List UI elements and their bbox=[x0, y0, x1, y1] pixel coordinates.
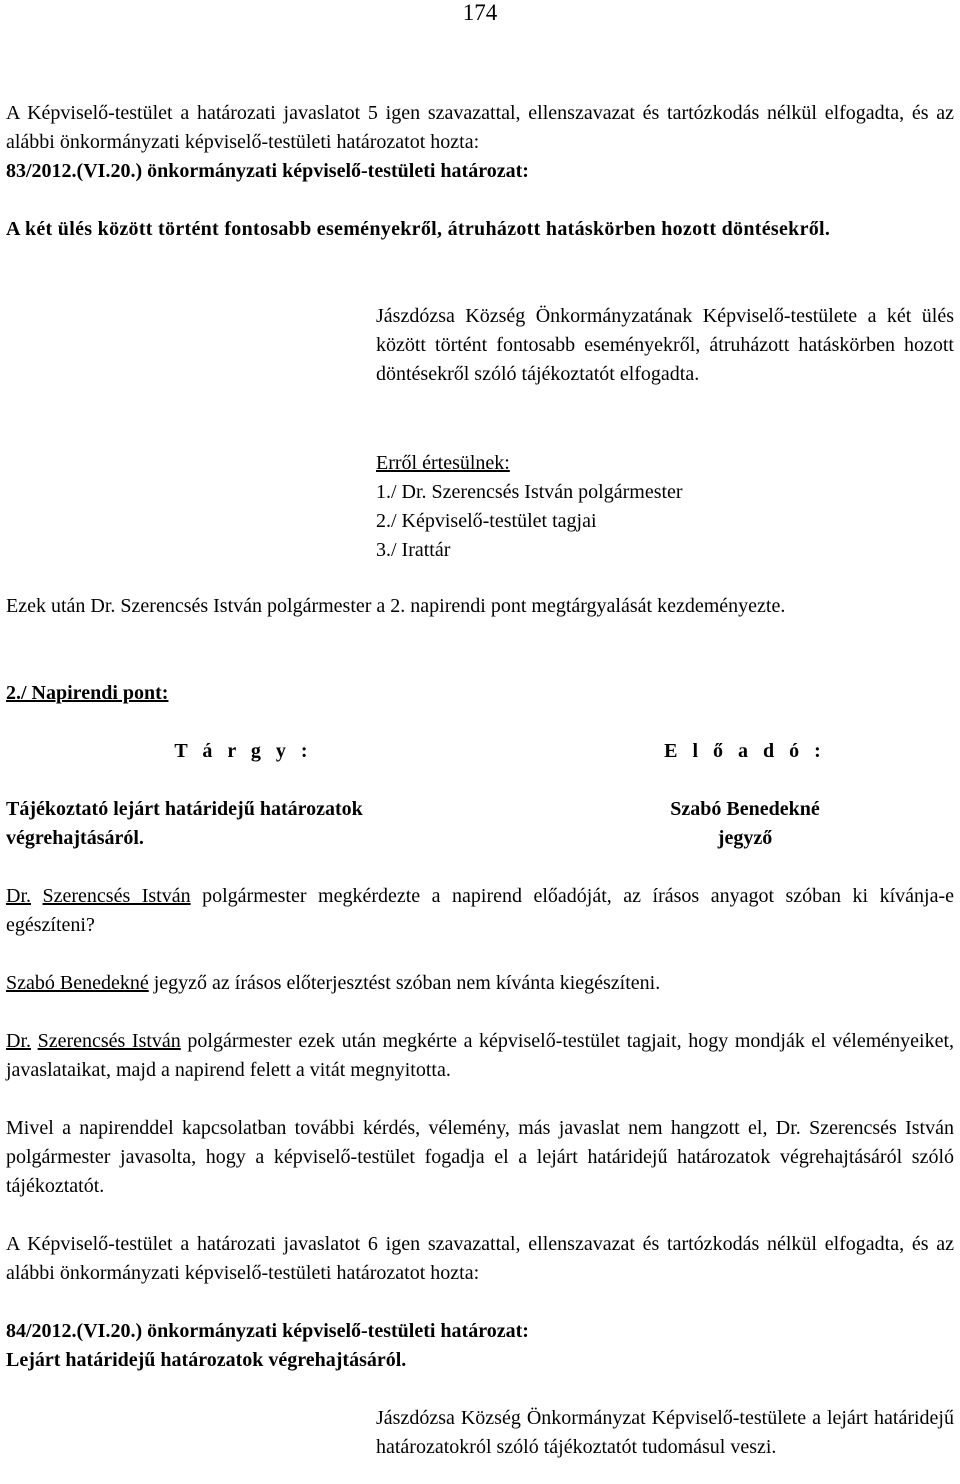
mayor-question-paragraph: Dr. Szerencsés István polgármester megkérdezte a napirend előadóját, az írásos anyagot szóban ki kívánja-e egészíteni? bbox=[6, 885, 954, 936]
debate-paragraph: Dr. Szerencsés István polgármester ezek után megkérte a képviselő-testület tagjait, hogy mondják el véleményeiket, javaslataikat, majd a napirend felett a vitát megnyitotta. bbox=[6, 1030, 955, 1081]
vote-paragraph-1: A Képviselő-testület a határozati javaslatot 5 igen szavazattal, ellenszavazat és tartózkodás nélkül elfogadta, és az alábbi önkormányzati képviselő-testületi határozatot hozta: bbox=[6, 102, 954, 153]
presenter-label: E l ő a d ó : bbox=[664, 740, 826, 762]
presenter-name: Szabó Benedekné bbox=[670, 798, 820, 820]
notify-item-2: 2./ Képviselő-testület tagjai bbox=[376, 510, 597, 532]
agenda-intro-paragraph: Ezek után Dr. Szerencsés István polgármester a 2. napirendi pont megtárgyalását kezdeményezte. bbox=[6, 595, 786, 617]
notify-item-3: 3./ Irattár bbox=[376, 539, 451, 561]
proposal-paragraph: Mivel a napirenddel kapcsolatban további kérdés, vélemény, más javaslat nem hangzott el, Dr. Szerencsés István polgármester javasolta, hogy a képviselő-testület fogadja el a lejárt határidejű határozatok végrehajtásáról szóló tájékoztatót. bbox=[6, 1117, 954, 1197]
page-number: 174 bbox=[462, 0, 498, 25]
resolution-84-body: Jászdózsa Község Önkormányzat Képviselő-testülete a lejárt határidejű határozatokról szóló tájékoztatót tudomásul veszi. bbox=[376, 1407, 954, 1458]
vote-paragraph-2: A Képviselő-testület a határozati javaslatot 6 igen szavazattal, ellenszavazat és tartózkodás nélkül elfogadta, és az alábbi önkormányzati képviselő-testületi határozatot hozta: bbox=[6, 1233, 954, 1284]
notify-block bbox=[376, 449, 954, 565]
subject-label: T á r g y : bbox=[174, 740, 313, 762]
resolution-84-title: Lejárt határidejű határozatok végrehajtásáról. bbox=[6, 1349, 407, 1371]
agenda-subject: Tájékoztató lejárt határidejű határozatok végrehajtásáról. bbox=[6, 798, 363, 849]
resolution-83-body: Jászdózsa Község Önkormányzatának Képviselő-testülete a két ülés között történt fontosabb eseményekről, átruházott hatáskörben hozott döntésekről szóló tájékoztatót elfogadta. bbox=[376, 305, 954, 385]
notify-label: Erről értesülnek: bbox=[376, 452, 510, 474]
agenda-heading: 2./ Napirendi pont: bbox=[6, 682, 169, 704]
notary-reply-paragraph: Szabó Benedekné jegyző az írásos előterjesztést szóban nem kívánta kiegészíteni. bbox=[6, 972, 661, 994]
resolution-83-title: A két ülés között történt fontosabb eseményekről, átruházott hatáskörben hozott döntésekről. bbox=[6, 218, 831, 240]
resolution-84-number: 84/2012.(VI.20.) önkormányzati képviselő-testületi határozat: bbox=[6, 1320, 529, 1342]
presenter-role: jegyző bbox=[717, 827, 773, 849]
resolution-83-number: 83/2012.(VI.20.) önkormányzati képviselő-testületi határozat: bbox=[6, 160, 529, 182]
notify-item-1: 1./ Dr. Szerencsés István polgármester bbox=[376, 481, 683, 503]
